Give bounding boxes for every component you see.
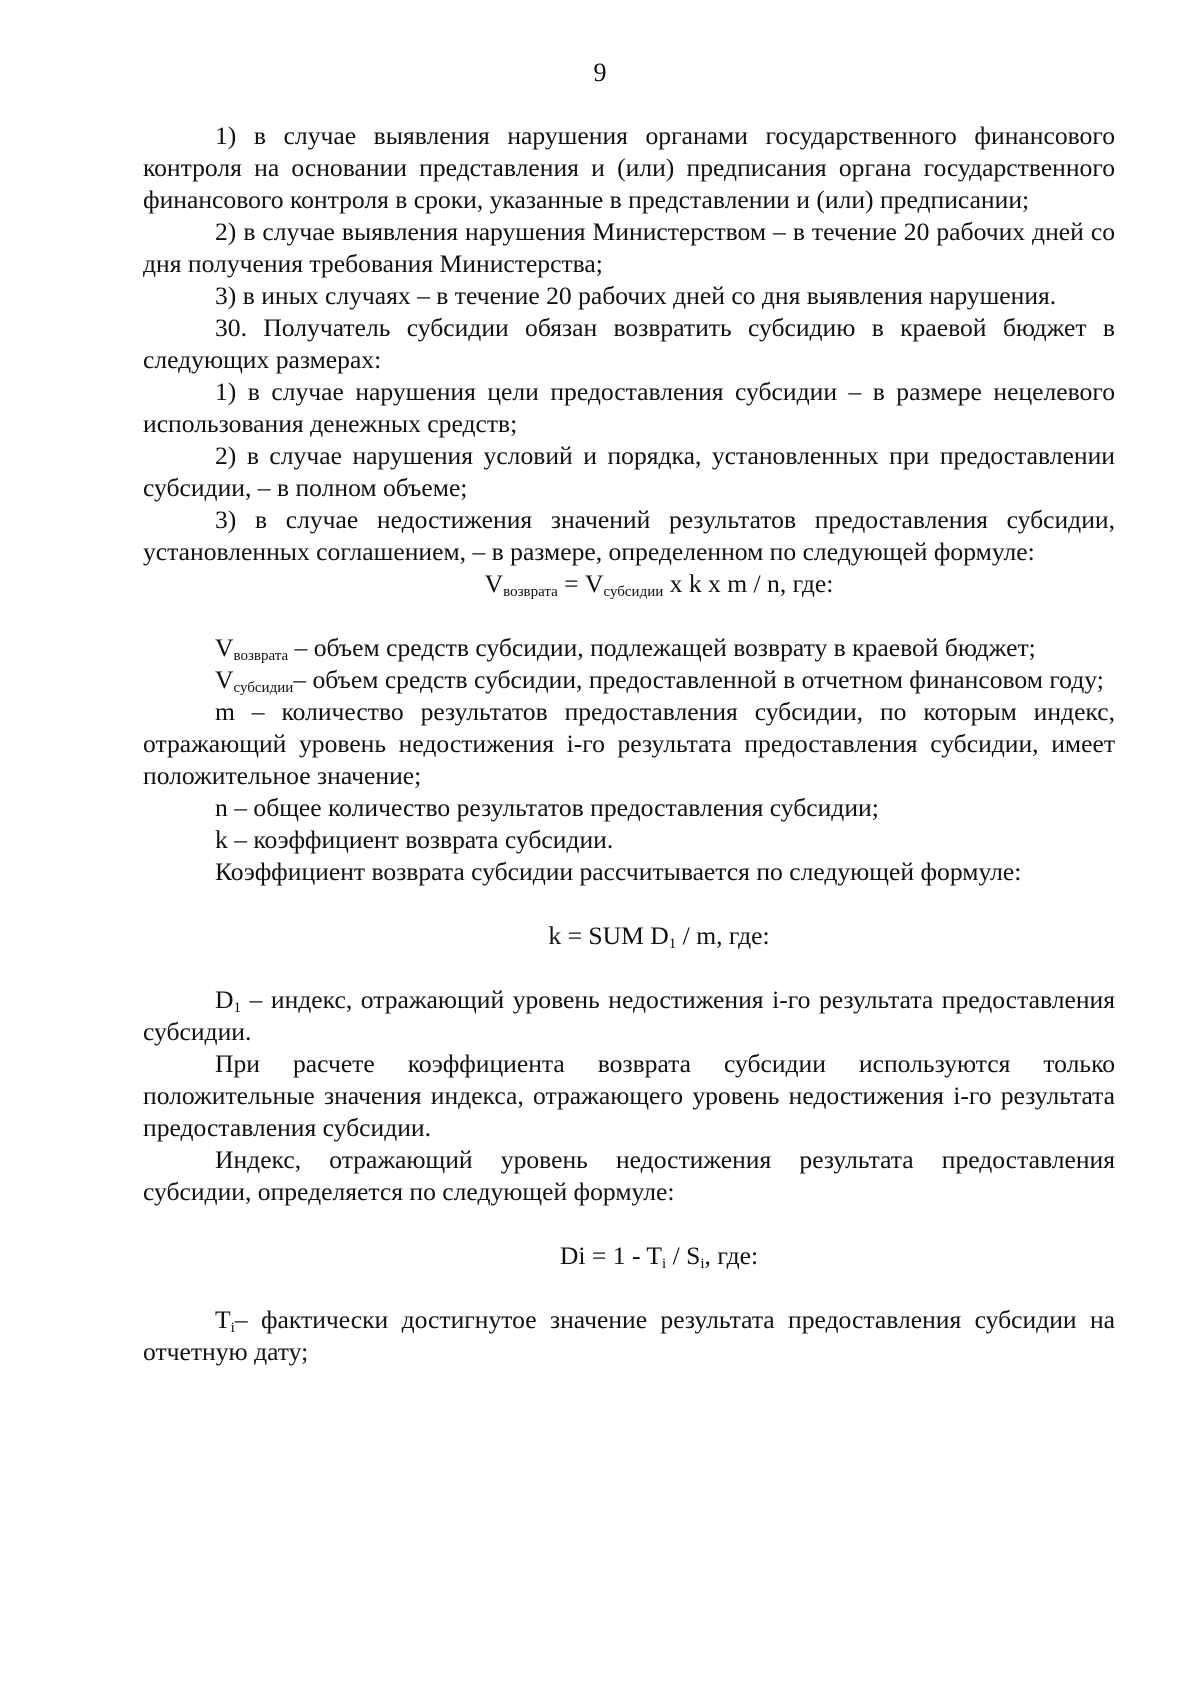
formula-v-symbol: V xyxy=(484,569,504,598)
formula-rest: x k x m / n, где: xyxy=(663,569,834,598)
formula-return-coefficient xyxy=(143,920,1115,952)
definition-t xyxy=(143,1304,1115,1368)
definition-d xyxy=(143,984,1115,1048)
definition-v-subsidy-subscript: субсидии xyxy=(233,680,294,696)
definition-m: m – количество результатов предоставления субсидии, по которым индекс, отражающий уровень недостижения i-го результата предоставления субсидии, имеет положительное значение; xyxy=(143,697,1115,790)
paragraph-conditions-violation: 2) в случае нарушения условий и порядка, установленных при предоставлении субсидии, – в полном объеме; xyxy=(143,441,1115,502)
paragraph-purpose-violation: 1) в случае нарушения цели предоставления субсидии – в размере нецелевого использования денежных средств; xyxy=(143,377,1115,438)
formula-di-rest: , где: xyxy=(704,1241,759,1270)
page-number: 9 xyxy=(593,58,607,87)
formula-v-return-subscript: возврата xyxy=(503,584,558,600)
formula-k-lhs: k = SUM D xyxy=(548,921,669,950)
formula-equals-v: = V xyxy=(557,569,604,598)
definition-v-return-subscript: возврата xyxy=(233,648,289,664)
paragraph-positive-values: При расчете коэффициента возврата субсидии используются только положительные значения индекса, отражающего уровень недостижения i-го результата предоставления субсидии. xyxy=(143,1049,1115,1142)
formula-k-rest: / m, где: xyxy=(676,921,770,950)
definition-v-subsidy-symbol: V xyxy=(215,665,234,694)
definition-d-subscript: 1 xyxy=(233,1000,241,1016)
formula-s-subscript: i xyxy=(700,1256,705,1272)
definition-k: k – коэффициент возврата субсидии. xyxy=(215,825,614,854)
definition-v-return-text: – объем средств субсидии, подлежащей возврату в краевой бюджет; xyxy=(288,633,1036,662)
k-formula-intro: Коэффициент возврата субсидии рассчитывается по следующей формуле: xyxy=(215,857,1022,886)
definition-v-subsidy-text: – объем средств субсидии, предоставленной в отчетном финансовом году; xyxy=(293,665,1104,694)
definition-n: n – общее количество результатов предоставления субсидии; xyxy=(215,793,879,822)
definition-d-symbol: D xyxy=(215,985,234,1014)
definition-d-text: – индекс, отражающий уровень недостижения i-го результата предоставления субсидии. xyxy=(143,985,1115,1046)
definition-v-return-symbol: V xyxy=(215,633,234,662)
formula-di-mid: / S xyxy=(666,1241,701,1270)
index-formula-intro: Индекс, отражающий уровень недостижения результата предоставления субсидии, определяется по следующей формуле: xyxy=(143,1145,1115,1206)
document-body xyxy=(143,120,1115,1368)
paragraph-other-cases: 3) в иных случаях – в течение 20 рабочих дней со дня выявления нарушения. xyxy=(215,281,1057,310)
paragraph-violation-ministry: 2) в случае выявления нарушения Министерством – в течение 20 рабочих дней со дня получения требования Министерства; xyxy=(143,217,1115,278)
formula-t-subscript: i xyxy=(662,1256,667,1272)
definition-t-symbol: T xyxy=(215,1305,231,1334)
definition-t-subscript: i xyxy=(230,1320,235,1336)
formula-di-lhs: Di = 1 - T xyxy=(559,1241,663,1270)
paragraph-results-not-achieved: 3) в случае недостижения значений результатов предоставления субсидии, установленных соглашением, – в размере, определенном по следующей формуле: xyxy=(143,505,1115,566)
definition-v-return xyxy=(143,632,1115,664)
formula-index xyxy=(143,1240,1115,1272)
formula-return-volume xyxy=(143,568,1115,600)
formula-v-subsidy-subscript: субсидии xyxy=(603,584,664,600)
definition-t-text: – фактически достигнутое значение результата предоставления субсидии на отчетную дату; xyxy=(143,1305,1115,1366)
paragraph-violation-control: 1) в случае выявления нарушения органами государственного финансового контроля на основании представления и (или) предписания органа государственного финансового контроля в сроки, указанные в представлении и (или) предписании; xyxy=(143,121,1115,214)
definition-v-subsidy xyxy=(143,664,1115,696)
paragraph-30-return-obligation: 30. Получатель субсидии обязан возвратить субсидию в краевой бюджет в следующих размерах: xyxy=(143,313,1115,374)
formula-k-subscript: 1 xyxy=(668,936,677,952)
